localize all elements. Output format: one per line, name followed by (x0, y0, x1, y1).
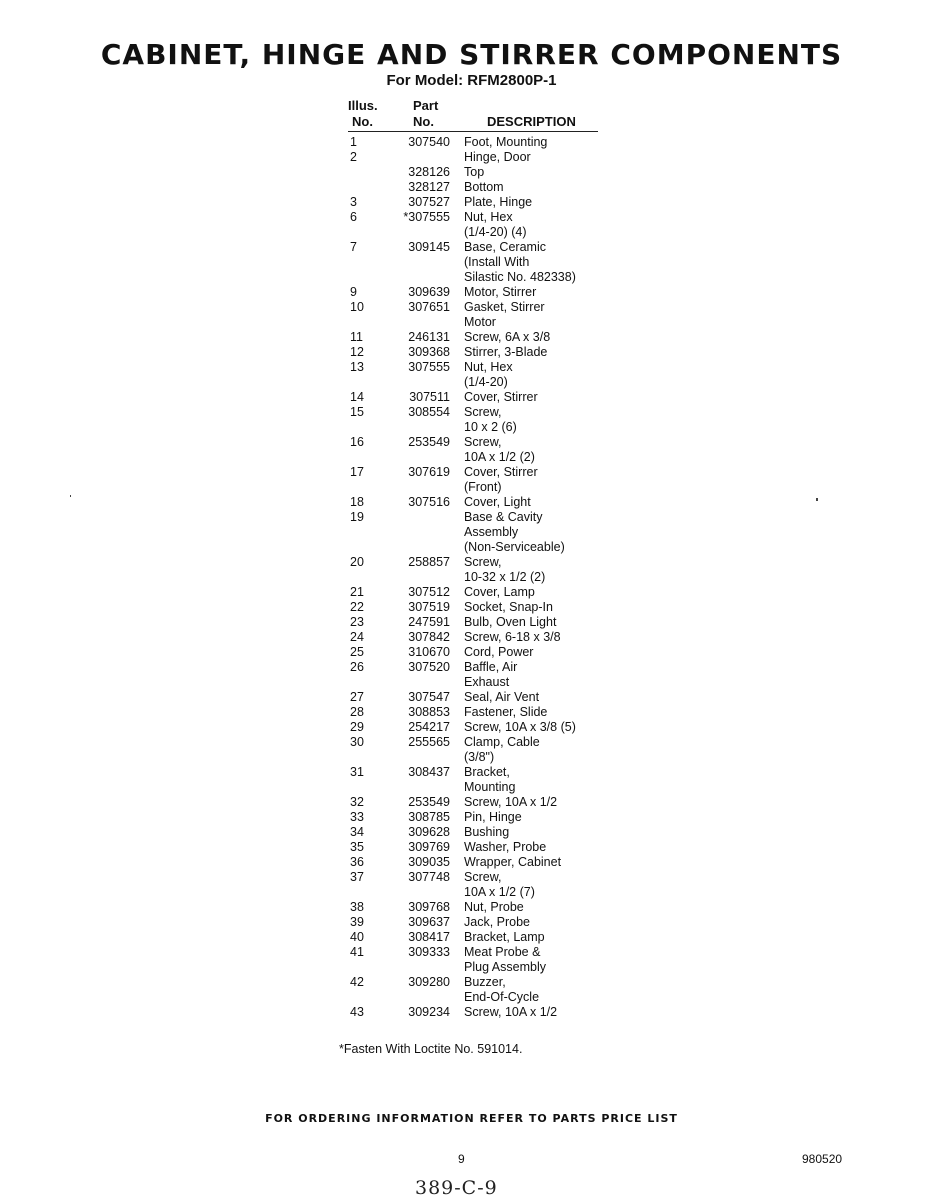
illus-no: 15 (350, 405, 364, 419)
table-row (0, 540, 943, 555)
table-row (0, 525, 943, 540)
table-row (0, 825, 943, 840)
table-row (0, 450, 943, 465)
description: (Install With (464, 255, 530, 269)
illus-no: 22 (350, 600, 364, 614)
part-no: 309280 (408, 975, 450, 989)
handwritten-note: 389-C-9 (415, 1177, 498, 1199)
part-no: 307519 (408, 600, 450, 614)
description: Plate, Hinge (464, 195, 533, 209)
part-no: 307547 (408, 690, 450, 704)
illus-no: 2 (350, 150, 357, 164)
description: Screw, (464, 435, 502, 449)
table-row (0, 810, 943, 825)
table-row (0, 585, 943, 600)
page-number: 9 (458, 1152, 465, 1166)
illus-no: 19 (350, 510, 364, 524)
table-row (0, 645, 943, 660)
illus-no: 6 (350, 210, 357, 224)
part-no: 253549 (408, 435, 450, 449)
part-no: 309628 (408, 825, 450, 839)
description: Top (464, 165, 485, 179)
table-row (0, 510, 943, 525)
table-row (0, 600, 943, 615)
description: Screw, 10A x 3/8 (5) (464, 720, 576, 734)
table-row (0, 345, 943, 360)
description: Socket, Snap-In (464, 600, 553, 614)
table-row (0, 330, 943, 345)
table-row (0, 165, 943, 180)
table-row (0, 360, 943, 375)
description: Pin, Hinge (464, 810, 522, 824)
description: Plug Assembly (464, 960, 546, 974)
description: Screw, 6A x 3/8 (464, 330, 551, 344)
illus-no: 27 (350, 690, 364, 704)
illus-no: 20 (350, 555, 364, 569)
illus-no: 36 (350, 855, 364, 869)
description: Screw, 6-18 x 3/8 (464, 630, 561, 644)
scan-speck (70, 495, 71, 497)
description: 10-32 x 1/2 (2) (464, 570, 546, 584)
table-row (0, 195, 943, 210)
description: Buzzer, (464, 975, 506, 989)
table-row (0, 930, 943, 945)
description: Bushing (464, 825, 510, 839)
illus-no: 37 (350, 870, 364, 884)
document-number: 980520 (802, 1152, 843, 1166)
description: 10 x 2 (6) (464, 420, 517, 434)
illus-no: 23 (350, 615, 364, 629)
part-no: 308785 (408, 810, 450, 824)
illus-no: 33 (350, 810, 364, 824)
description: Mounting (464, 780, 516, 794)
table-row (0, 375, 943, 390)
part-no: 309769 (408, 840, 450, 854)
part-no: 246131 (408, 330, 450, 344)
table-row (0, 900, 943, 915)
description: Foot, Mounting (464, 135, 548, 149)
table-row (0, 960, 943, 975)
description: Hinge, Door (464, 150, 531, 164)
illus-no: 17 (350, 465, 364, 479)
illus-no: 43 (350, 1005, 364, 1019)
table-row (0, 315, 943, 330)
part-no: 307651 (408, 300, 450, 314)
description: Screw, (464, 555, 502, 569)
description: Screw, 10A x 1/2 (464, 1005, 558, 1019)
description: Cord, Power (464, 645, 534, 659)
table-row (0, 780, 943, 795)
part-no: 307520 (408, 660, 450, 674)
table-row (0, 630, 943, 645)
part-no: 308437 (408, 765, 450, 779)
description: (Non-Serviceable) (464, 540, 565, 554)
description: Cover, Stirrer (464, 465, 538, 479)
description: Cover, Stirrer (464, 390, 538, 404)
description: Exhaust (464, 675, 510, 689)
description: 10A x 1/2 (7) (464, 885, 535, 899)
description: Seal, Air Vent (464, 690, 540, 704)
table-row (0, 495, 943, 510)
header-part-line1: Part (413, 98, 439, 113)
part-no: 307512 (408, 585, 450, 599)
part-no: 308853 (408, 705, 450, 719)
table-row (0, 465, 943, 480)
table-row (0, 480, 943, 495)
part-no: 307748 (408, 870, 450, 884)
part-no: 328126 (408, 165, 450, 179)
header-description: DESCRIPTION (487, 114, 576, 129)
description: Bulb, Oven Light (464, 615, 557, 629)
table-row (0, 240, 943, 255)
header-rule (348, 131, 598, 132)
table-row (0, 435, 943, 450)
illus-no: 9 (350, 285, 357, 299)
illus-no: 26 (350, 660, 364, 674)
part-no: 309368 (408, 345, 450, 359)
header-part-line2: No. (413, 114, 434, 129)
table-row (0, 855, 943, 870)
table-row (0, 135, 943, 150)
table-row (0, 675, 943, 690)
description: (1/4-20) (4) (464, 225, 527, 239)
description: Motor, Stirrer (464, 285, 537, 299)
part-no: 309768 (408, 900, 450, 914)
description: Base & Cavity (464, 510, 543, 524)
part-no: 310670 (408, 645, 450, 659)
part-no: 254217 (408, 720, 450, 734)
part-no: 309637 (408, 915, 450, 929)
description: Wrapper, Cabinet (464, 855, 562, 869)
part-no: 255565 (408, 735, 450, 749)
part-no: 307540 (408, 135, 450, 149)
part-no: *307555 (403, 210, 450, 224)
illus-no: 21 (350, 585, 364, 599)
part-no: 308417 (408, 930, 450, 944)
description: Meat Probe & (464, 945, 541, 959)
illus-no: 38 (350, 900, 364, 914)
table-row (0, 765, 943, 780)
illus-no: 12 (350, 345, 364, 359)
description: Cover, Light (464, 495, 531, 509)
part-no: 328127 (408, 180, 450, 194)
table-row (0, 555, 943, 570)
description: Fastener, Slide (464, 705, 548, 719)
table-row (0, 990, 943, 1005)
illus-no: 29 (350, 720, 364, 734)
part-no: 309639 (408, 285, 450, 299)
part-no: 307842 (408, 630, 450, 644)
parts-list (0, 135, 943, 1020)
part-no: 309035 (408, 855, 450, 869)
table-row (0, 270, 943, 285)
illus-no: 10 (350, 300, 364, 314)
part-no: 307511 (409, 390, 450, 404)
table-row (0, 720, 943, 735)
table-row (0, 225, 943, 240)
table-row (0, 705, 943, 720)
footnote: *Fasten With Loctite No. 591014. (339, 1042, 523, 1056)
description: Cover, Lamp (464, 585, 535, 599)
part-no: 253549 (408, 795, 450, 809)
table-row (0, 750, 943, 765)
ordering-note: FOR ORDERING INFORMATION REFER TO PARTS PRICE LIST (265, 1112, 678, 1125)
illus-no: 34 (350, 825, 364, 839)
description: Clamp, Cable (464, 735, 540, 749)
illus-no: 14 (350, 390, 364, 404)
description: Stirrer, 3-Blade (464, 345, 548, 359)
illus-no: 11 (350, 330, 363, 344)
table-row (0, 615, 943, 630)
part-no: 309145 (408, 240, 450, 254)
description: End-Of-Cycle (464, 990, 540, 1004)
description: 10A x 1/2 (2) (464, 450, 535, 464)
illus-no: 41 (350, 945, 364, 959)
table-row (0, 690, 943, 705)
table-row (0, 255, 943, 270)
part-no: 309333 (408, 945, 450, 959)
table-row (0, 735, 943, 750)
scan-speck (816, 498, 818, 501)
description: Gasket, Stirrer (464, 300, 545, 314)
description: Washer, Probe (464, 840, 547, 854)
part-no: 247591 (408, 615, 450, 629)
table-row (0, 150, 943, 165)
part-no: 308554 (408, 405, 450, 419)
illus-no: 35 (350, 840, 364, 854)
part-no: 307516 (408, 495, 450, 509)
description: (Front) (464, 480, 502, 494)
description: Silastic No. 482338) (464, 270, 576, 284)
illus-no: 31 (350, 765, 364, 779)
description: Nut, Hex (464, 360, 513, 374)
part-no: 307555 (408, 360, 450, 374)
part-no: 309234 (408, 1005, 450, 1019)
table-row (0, 915, 943, 930)
table-row (0, 1005, 943, 1020)
model-subtitle: For Model: RFM2800P-1 (386, 72, 557, 89)
table-row (0, 420, 943, 435)
table-row (0, 300, 943, 315)
description: (1/4-20) (464, 375, 508, 389)
description: Screw, (464, 870, 502, 884)
part-no: 307527 (408, 195, 450, 209)
description: Jack, Probe (464, 915, 531, 929)
page-title: CABINET, HINGE AND STIRRER COMPONENTS (100, 38, 843, 71)
description: Bracket, Lamp (464, 930, 545, 944)
illus-no: 39 (350, 915, 364, 929)
description: Nut, Probe (464, 900, 524, 914)
table-row (0, 975, 943, 990)
illus-no: 18 (350, 495, 364, 509)
illus-no: 1 (350, 135, 357, 149)
illus-no: 24 (350, 630, 364, 644)
illus-no: 42 (350, 975, 364, 989)
description: Base, Ceramic (464, 240, 546, 254)
illus-no: 16 (350, 435, 364, 449)
illus-no: 13 (350, 360, 364, 374)
table-row (0, 945, 943, 960)
description: (3/8") (464, 750, 495, 764)
table-row (0, 285, 943, 300)
description: Motor (464, 315, 496, 329)
description: Nut, Hex (464, 210, 513, 224)
description: Bottom (464, 180, 504, 194)
table-row (0, 180, 943, 195)
description: Screw, (464, 405, 502, 419)
illus-no: 3 (350, 195, 357, 209)
table-row (0, 570, 943, 585)
description: Screw, 10A x 1/2 (464, 795, 558, 809)
part-no: 307619 (408, 465, 450, 479)
illus-no: 7 (350, 240, 357, 254)
description: Baffle, Air (464, 660, 518, 674)
illus-no: 25 (350, 645, 364, 659)
table-row (0, 405, 943, 420)
illus-no: 30 (350, 735, 364, 749)
table-row (0, 210, 943, 225)
table-row (0, 660, 943, 675)
table-row (0, 870, 943, 885)
description: Assembly (464, 525, 519, 539)
illus-no: 28 (350, 705, 364, 719)
part-no: 258857 (408, 555, 450, 569)
illus-no: 40 (350, 930, 364, 944)
table-row (0, 795, 943, 810)
table-row (0, 840, 943, 855)
header-illus-line1: Illus. (348, 98, 378, 113)
table-row (0, 390, 943, 405)
header-illus-line2: No. (352, 114, 373, 129)
table-row (0, 885, 943, 900)
description: Bracket, (464, 765, 510, 779)
illus-no: 32 (350, 795, 364, 809)
